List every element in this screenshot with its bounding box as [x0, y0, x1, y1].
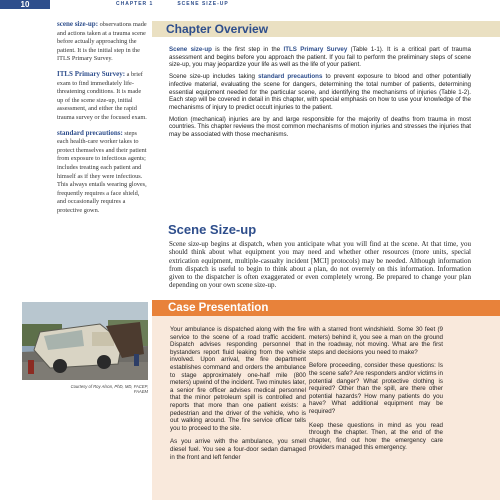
keyword-standard-precautions: standard precautions [258, 73, 323, 81]
case-paragraph: Before proceeding, consider these questions: Is the scene safe? Are responders and/or victims in potential danger? What protective clothing is required? Other than the spill, are there other potential hazards? How many patients do you have? What additional equipment may be required? [309, 362, 443, 415]
accident-scene-photo [22, 302, 148, 380]
case-paragraph: As you arrive with the ambulance, you smell diesel fuel. You see a four-door sedan damaged in the front and left fender [170, 438, 306, 461]
chapter-label: CHAPTER 1 [116, 1, 154, 7]
case-presentation-header [152, 300, 500, 316]
accident-scene-illustration [22, 302, 148, 380]
scene-size-up-body: Scene size-up begins at dispatch, when you anticipate what you will find at the scene. At that time, you should think about what equipment you may need and whether other resources (more units, special extrication equipment, multiple-casualty incident [MCI] protocols) may be needed. Although information from dispatch is useful to begin to think about a plan, do not overrely on this information. Information given to the dispatcher is often exaggerated or even completely wrong. Be prepared to change your plan depending on your own scene size-up. [169, 240, 471, 290]
case-column-right [309, 326, 443, 458]
photo-credit: Courtesy of Roy Alson, PhD, MD, FACEP, FAAEM [70, 384, 148, 394]
chapter-overview-body [169, 46, 471, 143]
glossary-sidebar [57, 20, 147, 221]
case-presentation-box [152, 316, 500, 500]
definition-term: ITLS Primary Survey: [57, 69, 126, 78]
overview-paragraph: Motion (mechanical) injuries are by and large responsible for the majority of deaths from trauma in most countries. This chapter reviews the most common mechanisms of motion injuries and stresses the injuries that may be associated with those mechanisms. [169, 115, 471, 139]
case-column-left [170, 326, 306, 467]
case-paragraph: Your ambulance is dispatched along with the fire service to the scene of a road traffic accident. Dispatch advises responding personnel that bystanders report fluid leaking from the vehicle involved. Upon arrival, the fire department establishes command and orders the ambulance to stage approximately one-half mile (800 meters) upwind of the incident. Two minutes later, a senior fire officer advises medical personnel that the minor petroleum spill is controlled and reports that more than one patient exists: a pedestrian and the driver of the vehicle, who is out walking around. The fire service officer tells you to proceed to the site. [170, 326, 306, 432]
overview-paragraph: Scene size-up includes taking standard precautions to prevent exposure to blood and other potentially infective material, evaluating the scene for dangers, determining the total number of patients, determining essential equipment needed for the particular scene, and identifying the mechanisms of injuries (Table 1-2). Each step will be covered in detail in this chapter, with special emphasis on how to use your knowledge of the mechanisms of injury to predict occult injuries to the patient. [169, 73, 471, 111]
definition-term: standard precautions: [57, 128, 123, 137]
definition-term: scene size-up: [57, 20, 99, 28]
definition-text: steps each health-care worker takes to protect themselves and their patient from exposure to infectious agents; includes treating each patient and himself as if they were infectious. This always entails wearing gloves, frequently requires a face shield, and occasionally requires a protective gown. [57, 129, 147, 214]
definition-itls-primary-survey [57, 70, 147, 123]
page-number: 10 [0, 0, 50, 9]
definition-scene-size-up [57, 20, 147, 64]
chapter-overview-header [152, 21, 500, 37]
definition-standard-precautions [57, 129, 147, 216]
overview-paragraph: Scene size-up is the first step in the ITLS Primary Survey (Table 1-1). It is a critical part of trauma assessment and begins before you approach the patient. If you fail to perform the preliminary steps of scene size-up, you may jeopardize your life as well as the life of your patient. [169, 46, 472, 69]
running-header [0, 0, 500, 9]
section-title-scene-size-up: Scene Size-up [168, 222, 257, 237]
running-head-text [116, 0, 229, 9]
case-paragraph: with a starred front windshield. Some 30 feet (9 meters) behind it, you see a man on the ground in the roadway, not moving. What are the first steps and decisions you need to make? [309, 326, 443, 356]
case-presentation-title: Case Presentation [168, 302, 269, 314]
keyword-itls-primary-survey: ITLS Primary Survey [283, 46, 348, 53]
keyword-scene-size-up: Scene size-up [169, 46, 212, 53]
section-label: SCENE SIZE-UP [177, 1, 229, 7]
definition-text: a brief exam to find immediately life-threatening conditions. It is made up of the scene size-up, initial assessment, and either the rapid trauma survey or the focused exam. [57, 70, 147, 121]
chapter-overview-title: Chapter Overview [166, 22, 269, 36]
definition-text: observations made and actions taken at a trauma scene before actually approaching the patient. It is the initial step in the ITLS Primary Survey. [57, 21, 147, 63]
case-paragraph: Keep these questions in mind as you read through the chapter. Then, at the end of the chapter, find out how the emergency care providers managed this emergency. [309, 421, 443, 452]
